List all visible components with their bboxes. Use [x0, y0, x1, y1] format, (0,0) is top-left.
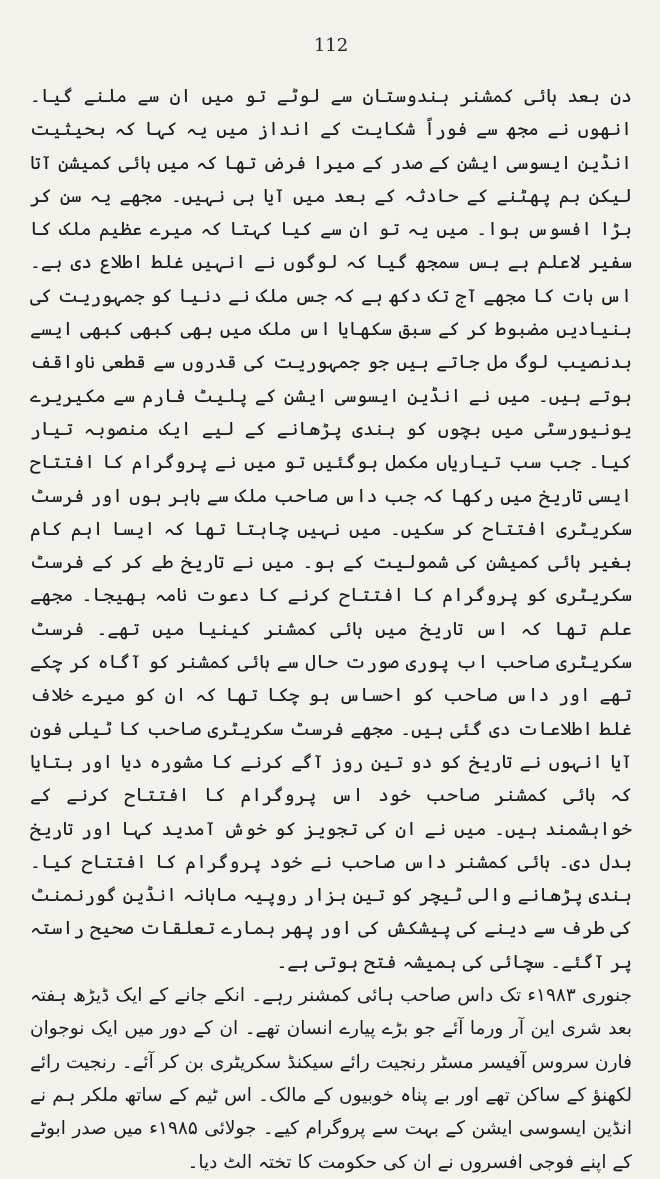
page-body	[30, 80, 632, 1179]
paragraph-1: دن بعد ہائی کمشنر ہندوستان سے لوٹے تو میں ان سے ملنے گیا۔ انھوں نے مجھ سے فوراً شکایت کے انداز میں یہ کہا کہ بحیثیت انڈین ایسوسی ایشن کے صدر کے میرا فرض تھا کہ میں ہائی کمیشن آتا لیکن بم پھٹنے کے حادثہ کے بعد میں آیا ہی نہیں۔ مجھے یہ سن کر بڑا افسوس ہوا۔ میں یہ تو ان سے کیا کہتا کہ میرے عظیم ملک کا سفیر لاعلم ہے بس سمجھ گیا کہ لوگوں نے انہیں غلط اطلاع دی ہے۔ اس بات کا مجھے آج تک دکھ ہے کہ جس ملک نے دنیا کو جمہوریت کی بنیادیں مضبوط کر کے سبق سکھایا اس ملک میں بھی کبھی کبھی ایسے بدنصیب لوگ مل جاتے ہیں جو جمہوریت کی قدروں سے قطعی ناواقف ہوتے ہیں۔ میں نے انڈین ایسوسی ایشن کے پلیٹ فارم سے مکیریرے یونیورسٹی میں بچوں کو ہندی پڑھانے کے لیے ایک منصوبہ تیار کیا۔ جب سب تیاریاں مکمل ہوگئیں تو میں نے پروگرام کا افتتاح ایسی تاریخ میں رکھا کہ جب داس صاحب ملک سے باہر ہوں اور فرسٹ سکریٹری افتتاح کر سکیں۔ میں نہیں چاہتا تھا کہ ایسا اہم کام بغیر ہائی کمیشن کی شمولیت کے ہو۔ میں نے تاریخ طے کر کے فرسٹ سکریٹری کو پروگرام کا افتتاح کرنے کا دعوت نامہ بھیجا۔ مجھے علم تھا کہ اس تاریخ میں ہائی کمشنر کینیا میں تھے۔ فرسٹ سکریٹری صاحب اب پوری صورت حال سے ہائی کمشنر کو آگاہ کر چکے تھے اور داس صاحب کو احساس ہو چکا تھا کہ ان کو میرے خلاف غلط اطلاعات دی گئی ہیں۔ مجھے فرسٹ سکریٹری صاحب کا ٹیلی فون آیا انہوں نے تاریخ کو دو تین روز آگے کرنے کا مشورہ دیا اور بتایا کہ ہائی کمشنر صاحب خود اس پروگرام کا افتتاح کرنے کے خواہشمند ہیں۔ میں نے ان کی تجویز کو خوش آمدید کہا اور تاریخ بدل دی۔ ہائی کمشنر داس صاحب نے خود پروگرام کا افتتاح کیا۔ ہندی پڑھانے والی ٹیچر کو تین ہزار روپیہ ماہانہ انڈین گورنمنٹ کی طرف سے دینے کی پیشکش کی اور پھر ہمارے تعلقات صحیح راستہ پر آگئے۔ سچائی کی ہمیشہ فتح ہوتی ہے۔	[30, 86, 632, 973]
page-number: 112	[313, 35, 349, 56]
paragraph-2: جنوری ۱۹۸۳ء تک داس صاحب ہائی کمشنر رہے۔ انکے جانے کے ایک ڈیڑھ ہفتہ بعد شری این آر ورما آئے جو بڑے پیارے انسان تھے۔ ان کے دور میں ایک نوجوان فارن سروس آفیسر مسٹر رنجیت رائے سیکنڈ سکریٹری بن کر آئے۔ رنجیت رائے لکھنؤ کے ساکن تھے اور بے پناہ خوبیوں کے مالک۔ اس ٹیم کے ساتھ ملکر ہم نے انڈین ایسوسی ایشن کے بہت سے پروگرام کیے۔ جولائی ۱۹۸۵ء میں صدر ابوٹے کے اپنے فوجی افسروں نے ان کی حکومت کا تختہ الٹ دیا۔	[30, 985, 632, 1173]
